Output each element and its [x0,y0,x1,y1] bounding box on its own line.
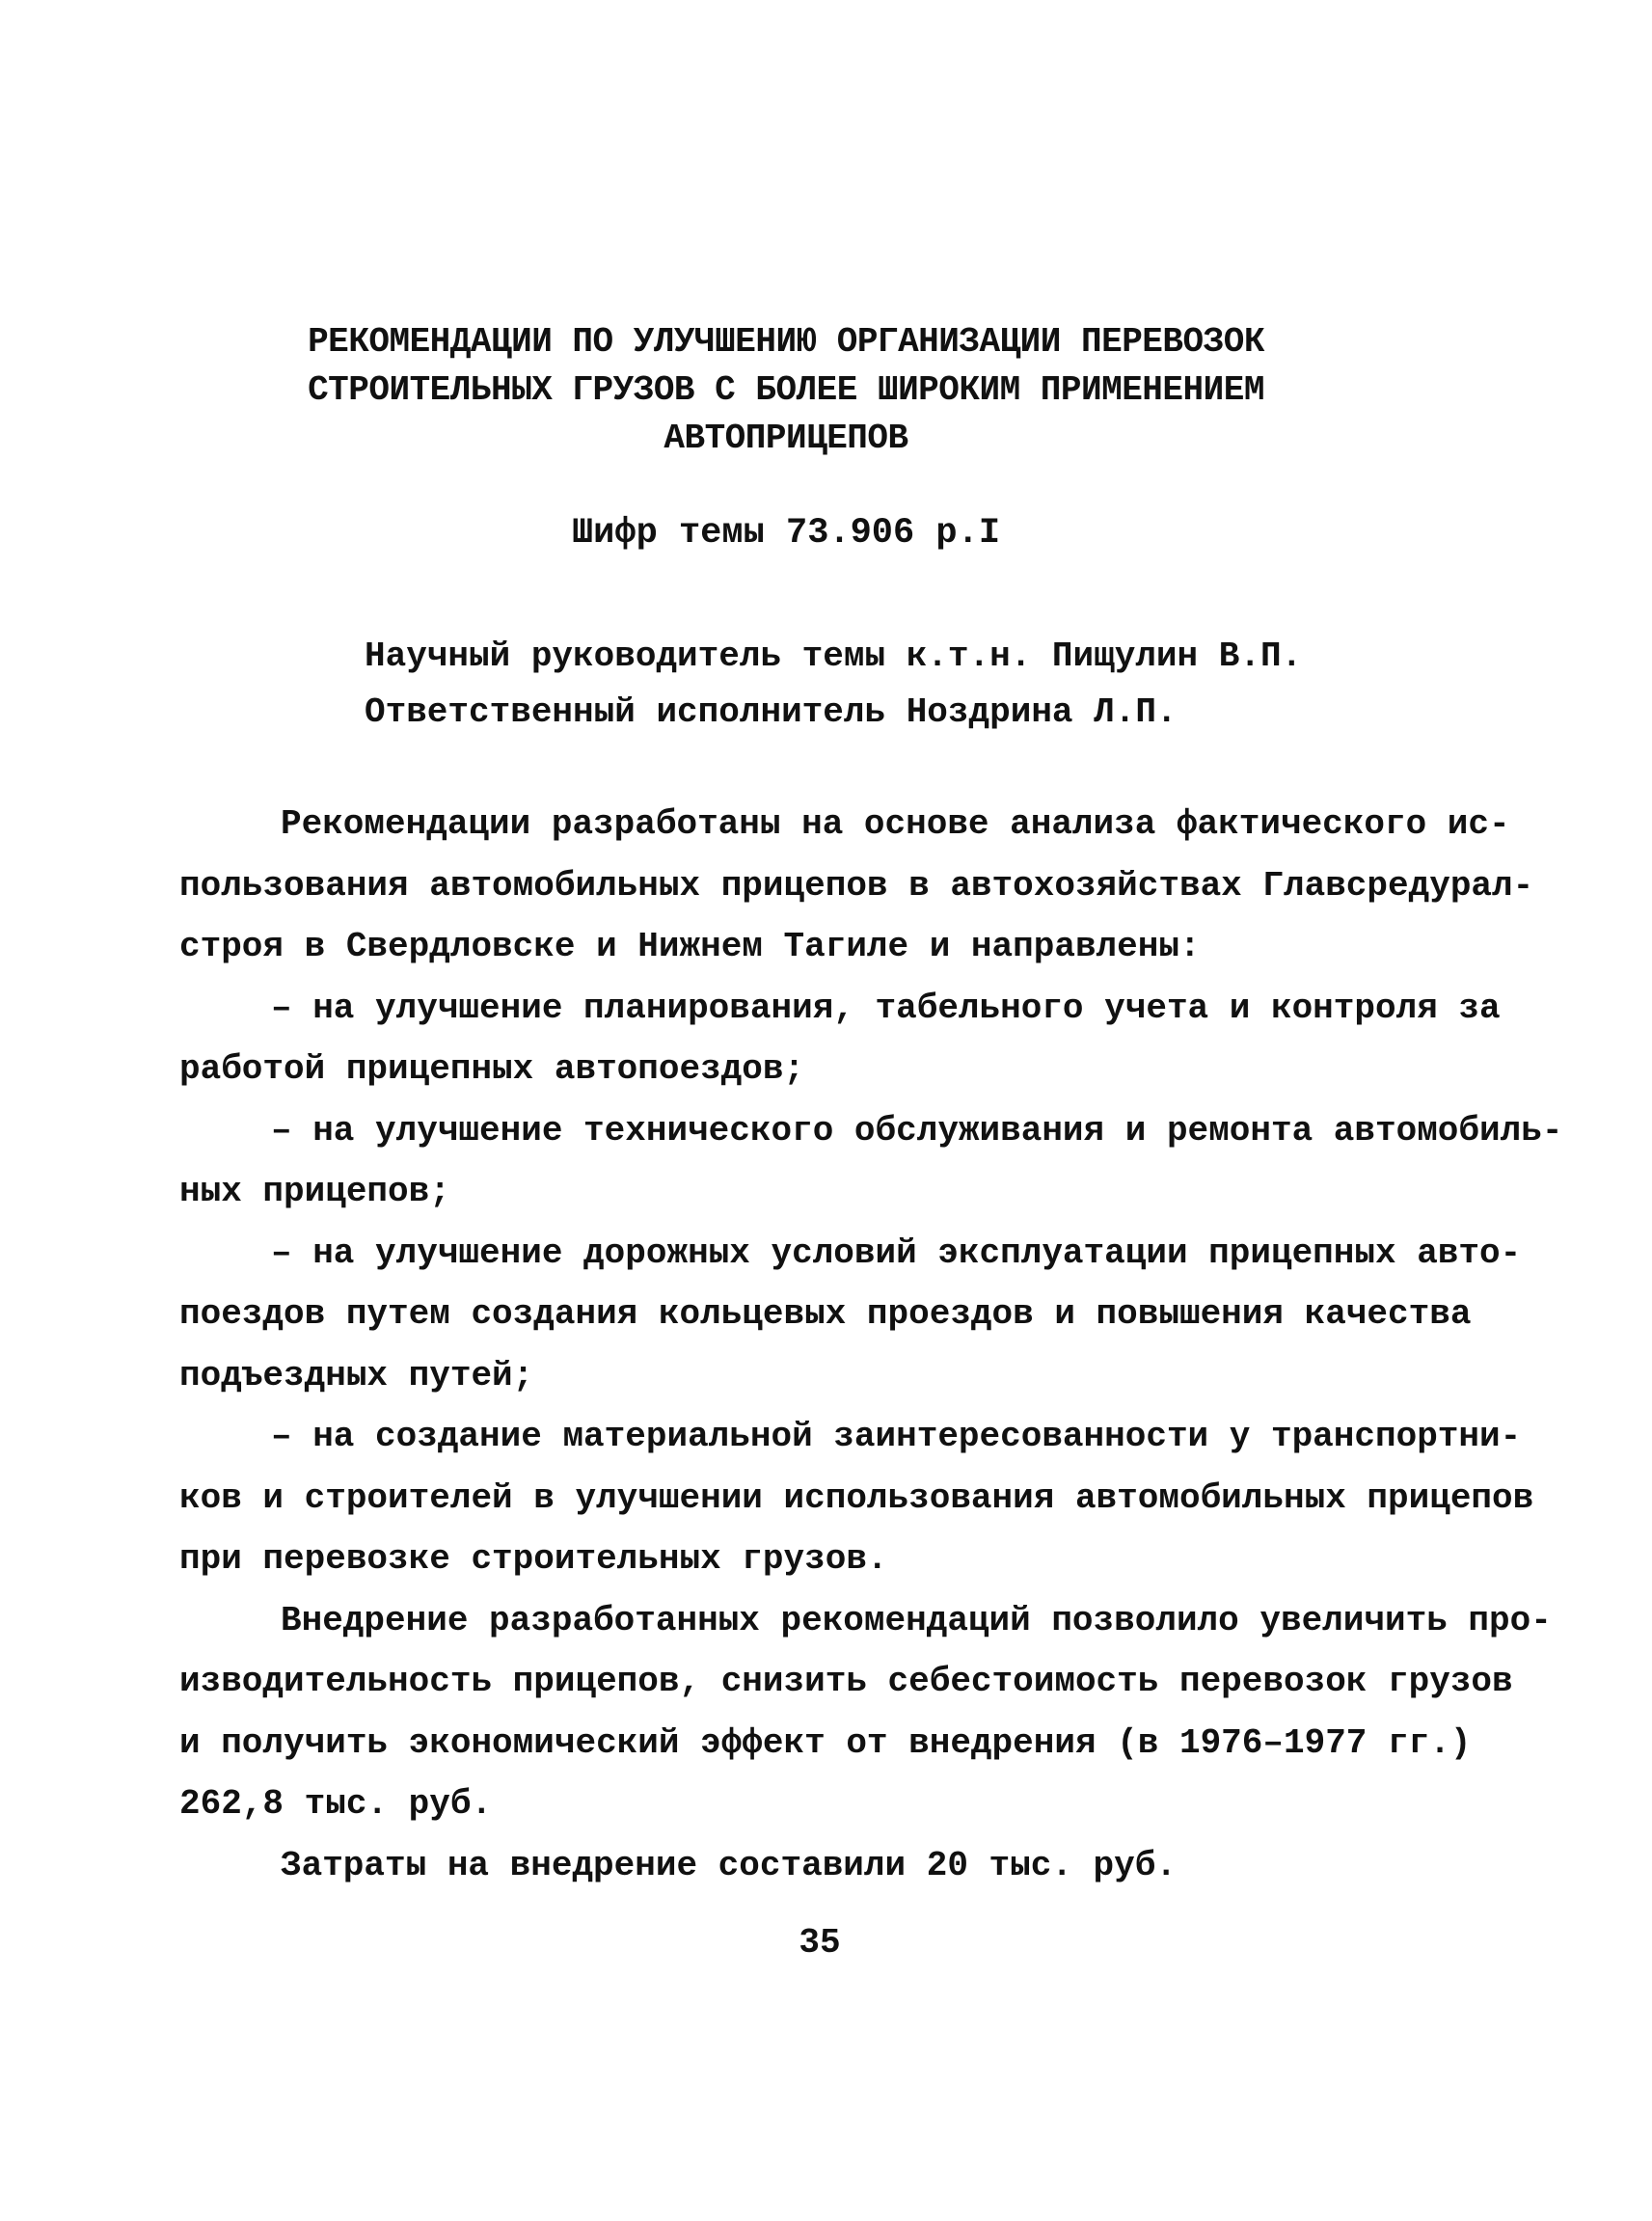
title-line: РЕКОМЕНДАЦИИ ПО УЛУЧШЕНИЮ ОРГАНИЗАЦИИ ПЕРЕВОЗОК [308,322,1264,362]
responsible-executor: Ответственный исполнитель Ноздрина Л.П. [365,692,1178,732]
paragraph-line: Внедрение разработанных рекомендаций позволило увеличить про- [281,1600,1552,1640]
list-item-line: ных прицепов; [179,1172,450,1211]
list-item-line: подъездных путей; [179,1355,534,1395]
list-item-line: поездов путем создания кольцевых проездов и повышения качества [179,1294,1472,1334]
list-item-line: – на создание материальной заинтересованности у транспортни- [271,1417,1522,1456]
list-item-line: при перевозке строительных грузов. [179,1539,888,1579]
paragraph-line: и получить экономический эффект от внедрения (в 1976–1977 гг.) [179,1722,1472,1763]
list-item-line: ков и строителей в улучшении использования автомобильных прицепов [179,1477,1534,1518]
paragraph-line: Рекомендации разработаны на основе анализа фактического ис- [281,804,1510,844]
paragraph-line: строя в Свердловске и Нижнем Тагиле и направлены: [179,927,1201,966]
responsible-persons [365,629,1425,741]
paragraph-line: изводительность прицепов, снизить себестоимость перевозок грузов [179,1662,1513,1701]
title-line: СТРОИТЕЛЬНЫХ ГРУЗОВ С БОЛЕЕ ШИРОКИМ ПРИМЕНЕНИЕМ [308,370,1264,410]
paragraph-line: Затраты на внедрение составили 20 тыс. руб. [281,1845,1177,1885]
paragraph-line: 262,8 тыс. руб. [179,1784,493,1824]
list-item-line: – на улучшение технического обслуживания и ремонта автомобиль- [271,1110,1563,1151]
list-item-line: – на улучшение дорожных условий эксплуатации прицепных авто- [271,1232,1522,1273]
scientific-supervisor: Научный руководитель темы к.т.н. Пищулин В.П. [365,637,1303,676]
page-number: 35 [799,1923,841,1963]
title-line: АВТОПРИЦЕПОВ [664,419,908,458]
document-title [289,318,1283,463]
paragraph-line: пользования автомобильных прицепов в автохозяйствах Главсредурал- [179,865,1534,906]
list-item-line: – на улучшение планирования, табельного учета и контроля за [271,988,1501,1028]
topic-cipher: Шифр темы 73.906 р.I [571,513,1001,554]
body-text [179,794,1563,1896]
list-item-line: работой прицепных автопоездов; [179,1049,805,1089]
